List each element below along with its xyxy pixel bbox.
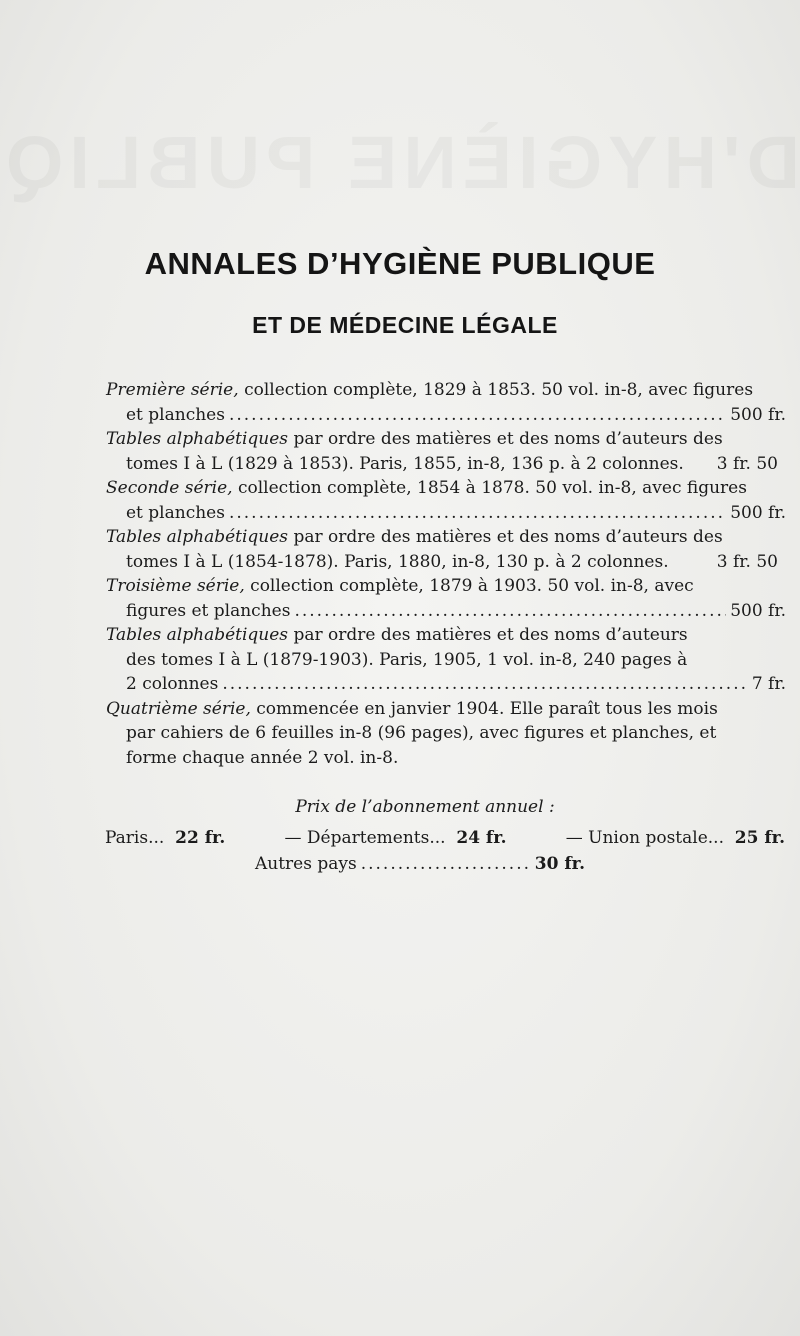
- autres-pays-rate: [255, 854, 585, 874]
- show-through-ghost-text: [60, 120, 800, 205]
- entry-text: et planches: [126, 502, 225, 523]
- entry-lead: Tables alphabétiques: [106, 429, 289, 449]
- entry-text: 2 colonnes: [126, 674, 219, 694]
- entry-text: commencée en janvier 1904. Elle paraît tous les mois: [256, 698, 718, 719]
- entry-price: 3 fr. 50: [716, 453, 778, 474]
- entry-text: et planches: [126, 404, 225, 425]
- entry-text: collection complète, 1879 à 1903. 50 vol. in-8, avec: [250, 576, 694, 596]
- entry-price: 7 fr.: [751, 674, 786, 694]
- page-subtitle: ET DE MÉDECINE LÉGALE: [252, 312, 558, 338]
- dot-leader: [294, 599, 726, 624]
- entry-text: par ordre des matières et des noms d’auteurs des: [293, 527, 723, 547]
- entry-text: par cahiers de 6 feuilles in-8 (96 pages), avec figures et planches, et: [126, 723, 717, 743]
- entry-price: 500 fr.: [730, 502, 786, 523]
- entry-text: des tomes I à L (1879-1903). Paris, 1905, 1 vol. in-8, 240 pages à: [126, 649, 688, 670]
- entry-text: par ordre des matières et des noms d’auteurs des: [293, 429, 723, 449]
- entry-price: 3 fr. 50: [716, 551, 778, 572]
- paris-price: 22 fr.: [175, 828, 226, 848]
- union-label: — Union postale...: [565, 828, 724, 848]
- entry-lead: Seconde série,: [106, 478, 233, 498]
- paris-label: Paris...: [105, 828, 165, 848]
- entry-text: tomes I à L (1829 à 1853). Paris, 1855, in-8, 136 p. à 2 colonnes.: [126, 453, 684, 474]
- entry-lead: Troisième série,: [106, 576, 245, 596]
- entry-lead: Première série,: [106, 380, 239, 400]
- entry-text: forme chaque année 2 vol. in-8.: [126, 747, 399, 768]
- entry-quatrieme-serie: [106, 697, 786, 771]
- dot-leader: [229, 403, 726, 428]
- entry-tables-2: [106, 525, 786, 574]
- autres-price: 30 fr.: [534, 854, 585, 874]
- entry-lead: Tables alphabétiques: [106, 527, 289, 547]
- subscription-rates: [105, 828, 785, 848]
- entry-price: 500 fr.: [730, 600, 786, 621]
- entry-text: figures et planches: [126, 600, 291, 621]
- subscription-label: Prix de l’abonnement annuel :: [295, 797, 555, 817]
- dot-leader: [229, 501, 726, 526]
- page-title: ANNALES D’HYGIÈNE PUBLIQUE: [144, 246, 656, 281]
- entry-text: tomes I à L (1854-1878). Paris, 1880, in-8, 130 p. à 2 colonnes.: [126, 551, 669, 572]
- entry-price: 500 fr.: [730, 404, 786, 425]
- dot-leader: [222, 672, 747, 697]
- entry-text: collection complète, 1854 à 1878. 50 vol. in-8, avec figures: [237, 478, 747, 498]
- entry-troisieme-serie: [106, 574, 786, 623]
- entry-text: collection complète, 1829 à 1853. 50 vol. in-8, avec figures: [244, 380, 754, 400]
- entry-tables-1: [106, 427, 786, 476]
- union-price: 25 fr.: [734, 828, 785, 848]
- entry-tables-3: [106, 623, 786, 697]
- entry-lead: Tables alphabétiques: [106, 625, 289, 645]
- entry-lead: Quatrième série,: [106, 698, 251, 719]
- autres-label: Autres pays: [255, 854, 357, 874]
- dot-leader: [361, 854, 531, 874]
- entry-text: par ordre des matières et des noms d’auteurs: [293, 625, 688, 645]
- entry-seconde-serie: [106, 476, 786, 525]
- catalog-entries: [106, 378, 786, 770]
- dept-price: 24 fr.: [456, 828, 507, 848]
- entry-premiere-serie: [106, 378, 786, 427]
- dept-label: — Départements...: [284, 828, 446, 848]
